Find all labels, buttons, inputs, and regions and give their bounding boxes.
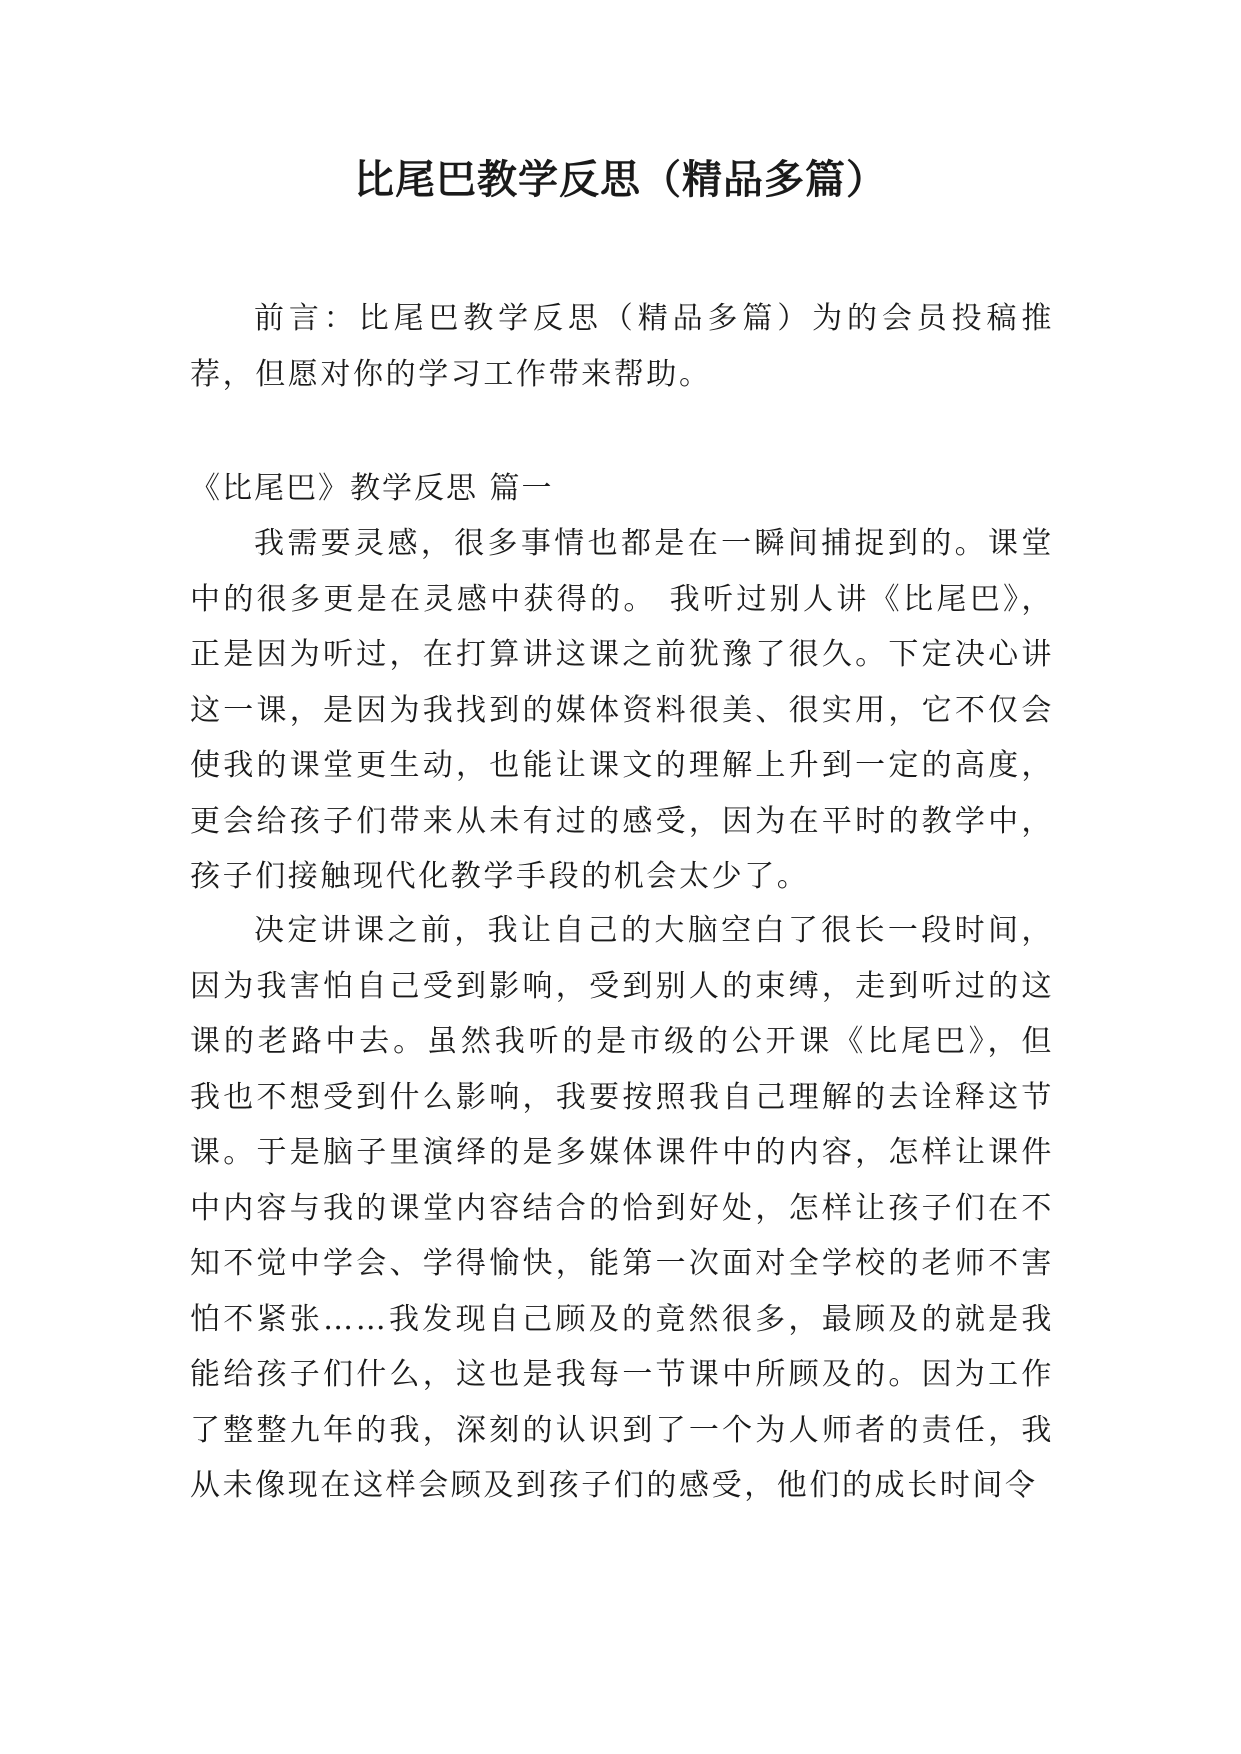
body-paragraph: 我需要灵感，很多事情也都是在一瞬间捕捉到的。课堂中的很多更是在灵感中获得的。 我听过别人讲《比尾巴》，正是因为听过，在打算讲这课之前犹豫了很久。下定决心讲这一课，是因为我找到的媒体资料很美、很实用，它不仅会使我的课堂更生动，也能让课文的理解上升到一定的高度，更会给孩子们带来从未有过的感受，因为在平时的教学中，孩子们接触现代化教学手段的机会太少了。 [190,526,1054,894]
preface-paragraph: 前言：比尾巴教学反思（精品多篇）为的会员投稿推荐，但愿对你的学习工作带来帮助。 [190,301,1054,392]
document-title: 比尾巴教学反思（精品多篇） [354,157,887,203]
section-heading: 《比尾巴》教学反思 篇一 [190,471,554,506]
body-paragraph: 决定讲课之前，我让自己的大脑空白了很长一段时间，因为我害怕自己受到影响，受到别人的束缚，走到听过的这课的老路中去。虽然我听的是市级的公开课《比尾巴》，但我也不想受到什么影响，我要按照我自己理解的去诠释这节课。于是脑子里演绎的是多媒体课件中的内容，怎样让课件中内容与我的课堂内容结合的恰到好处，怎样让孩子们在不知不觉中学会、学得愉快，能第一次面对全学校的老师不害怕不紧张……我发现自己顾及的竟然很多，最顾及的就是我能给孩子们什么，这也是我每一节课中所顾及的。因为工作了整整九年的我，深刻的认识到了一个为人师者的责任，我从未像现在这样会顾及到孩子们的感受，他们的成长时间令 [190,913,1054,1503]
